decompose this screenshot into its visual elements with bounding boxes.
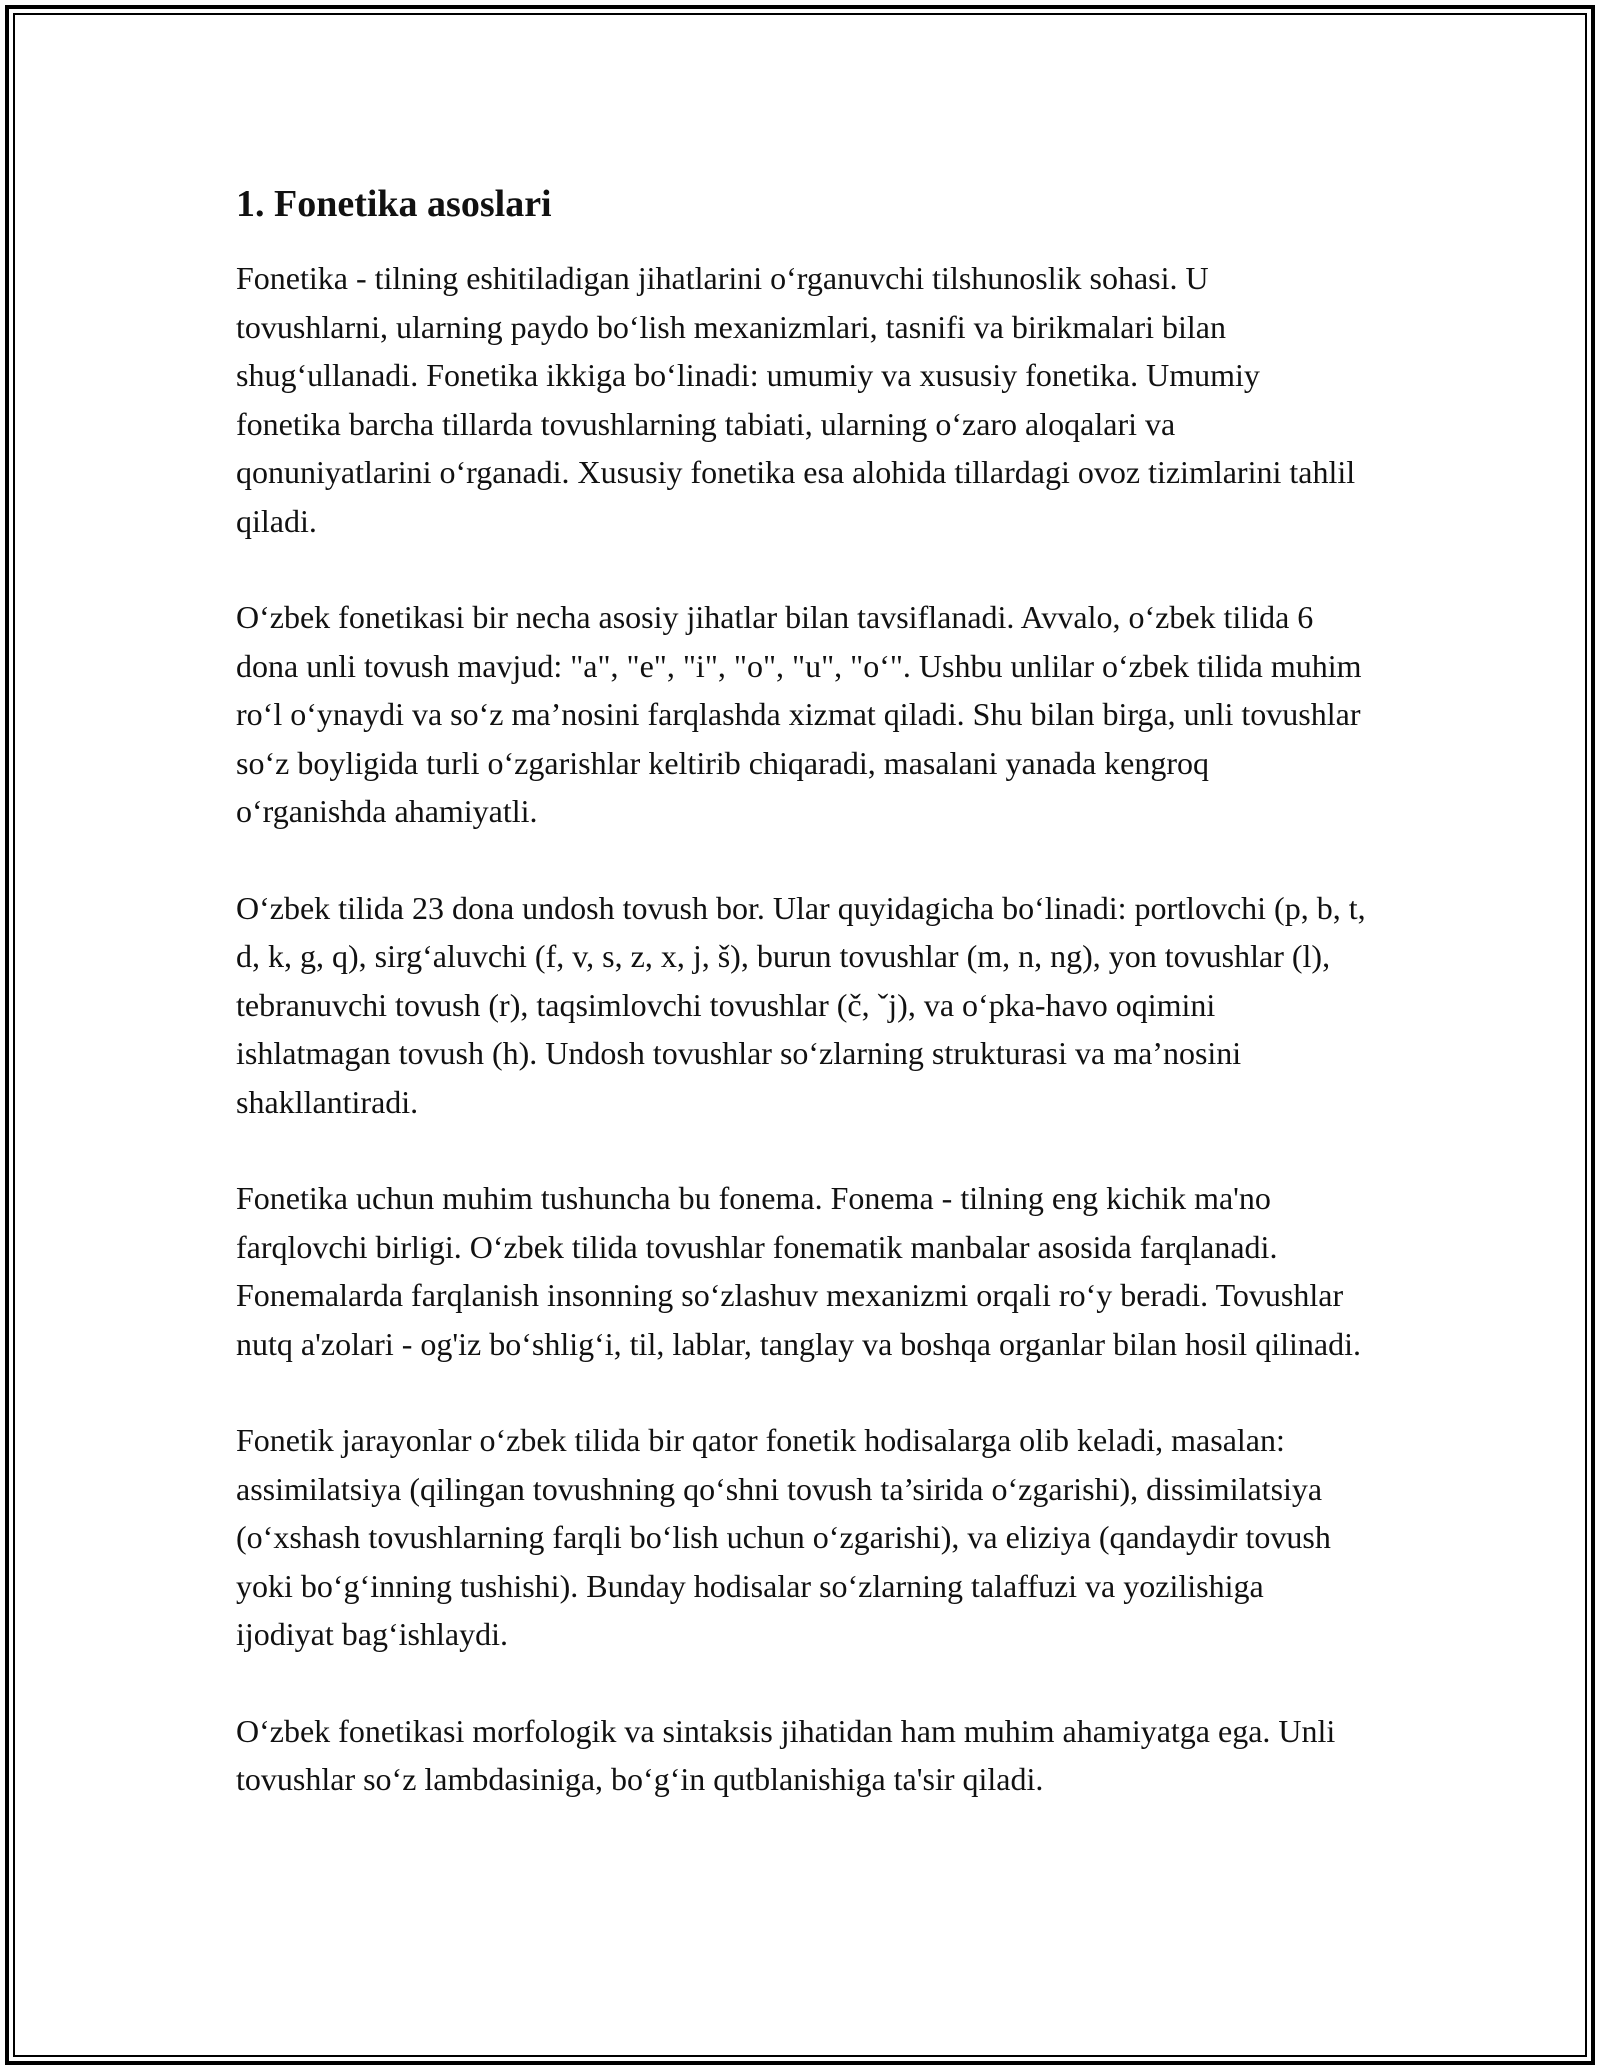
paragraph-consonants: O‘zbek tilida 23 dona undosh tovush bor. Ular quyidagicha bo‘linadi: portlovchi (p, b, t, d, k, g, q), sirg‘aluvchi (f, v, s, z, x, j, š), burun tovushlar (m, n, ng), yon tovushlar (l), tebranuvchi tovush (r), taqsimlovchi tovushlar (č, ˇj), va o‘pka-havo oqimini ishlatmagan tovush (h). Undosh tovushlar so‘zlarning strukturasi va ma’nosini shakllantiradi. (236, 889, 1366, 1120)
paragraph-morphology-syntax: O‘zbek fonetikasi morfologik va sintaksis jihatidan ham muhim ahamiyatga ega. Unli tovushlar so‘z lambdasiniga, bo‘g‘in qutblanishiga ta'sir qiladi. (236, 1712, 1336, 1797)
document-body (236, 182, 1366, 1804)
document-title: 1. Fonetika asoslari (236, 183, 552, 225)
paragraph-vowels: O‘zbek fonetikasi bir necha asosiy jihatlar bilan tavsiflanadi. Avvalo, o‘zbek tilida 6 dona unli tovush mavjud: "a", "e", "i", "o", "u", "o‘". Ushbu unlilar o‘zbek tilida muhim ro‘l o‘ynaydi va so‘z ma’nosini farqlashda xizmat qiladi. Shu bilan birga, unli tovushlar so‘z boyligida turli o‘zgarishlar keltirib chiqaradi, masalani yanada kengroq o‘rganishda ahamiyatli. (236, 599, 1362, 829)
paragraph-fonetika-definition: Fonetika - tilning eshitiladigan jihatlarini o‘rganuvchi tilshunoslik sohasi. U tovushlarni, ularning paydo bo‘lish mexanizmlari, tasnifi va birikmalari bilan shug‘ullanadi. Fonetika ikkiga bo‘linadi: umumiy va xususiy fonetika. Umumiy fonetika barcha tillarda tovushlarning tabiati, ularning o‘zaro aloqalari va qonuniyatlarini o‘rganadi. Xususiy fonetika esa alohida tillardagi ovoz tizimlarini tahlil qiladi. (236, 260, 1356, 539)
paragraph-phonetic-processes: Fonetik jarayonlar o‘zbek tilida bir qator fonetik hodisalarga olib keladi, masalan: assimilatsiya (qilingan tovushning qo‘shni tovush ta’sirida o‘zgarishi), dissimilatsiya (o‘xshash tovushlarning farqli bo‘lish uchun o‘zgarishi), va eliziya (qandaydir tovush yoki bo‘g‘inning tushishi). Bunday hodisalar so‘zlarning talaffuzi va yozilishiga ijodiyat bag‘ishlaydi. (236, 1422, 1331, 1652)
paragraph-phoneme: Fonetika uchun muhim tushuncha bu fonema. Fonema - tilning eng kichik ma'no farqlovchi birligi. O‘zbek tilida tovushlar fonematik manbalar asosida farqlanadi. Fonemalarda farqlanish insonning so‘zlashuv mexanizmi orqali ro‘y beradi. Tovushlar nutq a'zolari - og'iz bo‘shlig‘i, til, lablar, tanglay va boshqa organlar bilan hosil qilinadi. (236, 1180, 1361, 1362)
